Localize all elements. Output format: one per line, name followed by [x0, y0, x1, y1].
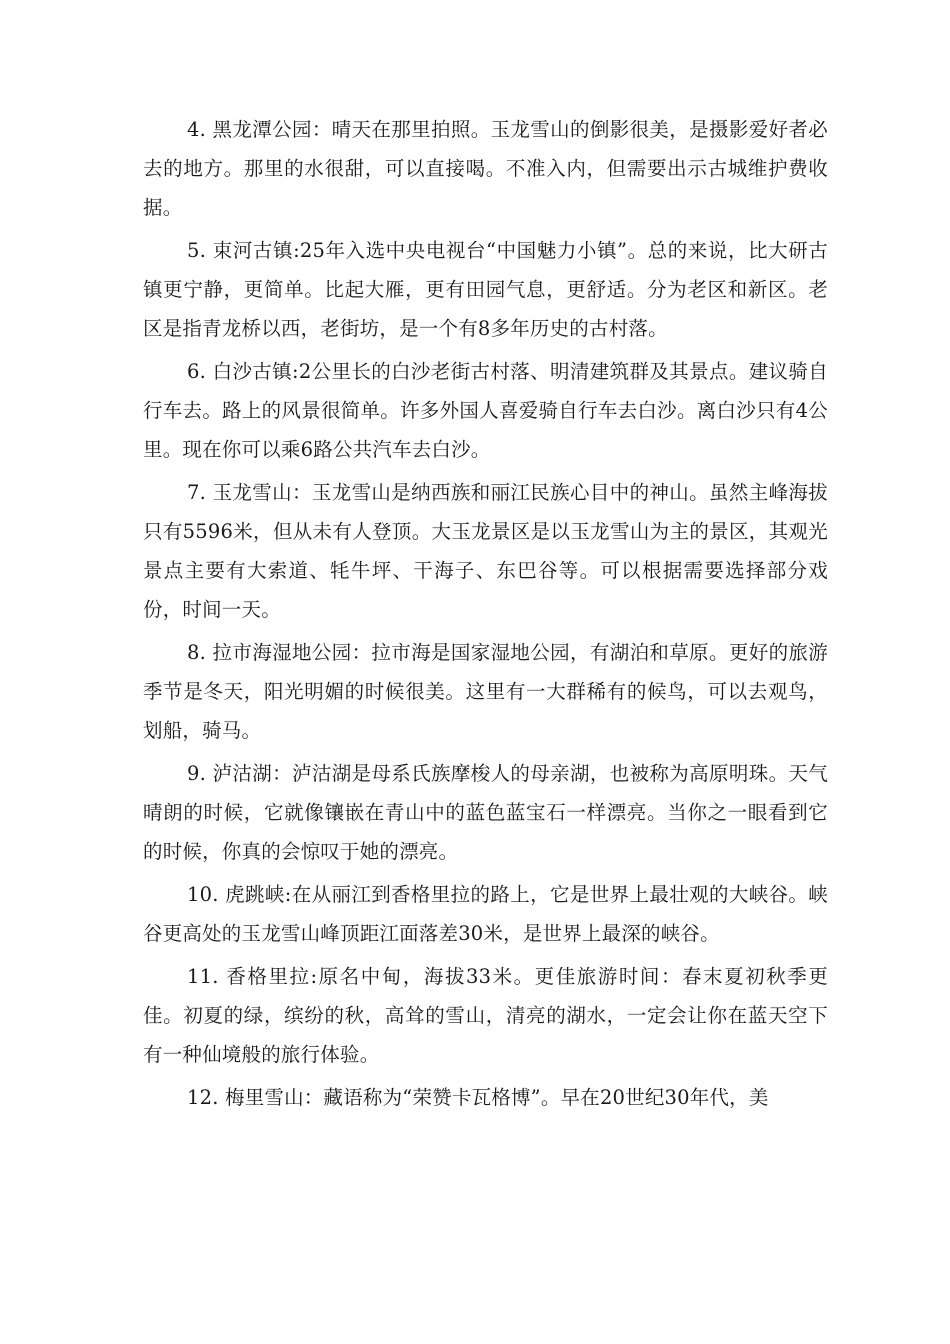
paragraph-heilongtan-park: 4. 黑龙潭公园：晴天在那里拍照。玉龙雪山的倒影很美，是摄影爱好者必去的地方。那里的水很甜，可以直接喝。不准入内，但需要出示古城维护费收据。	[143, 118, 828, 219]
paragraph-lashihai-wetland: 8. 拉市海湿地公园：拉市海是国家湿地公园，有湖泊和草原。更好的旅游季节是冬天，阳光明媚的时候很美。这里有一大群稀有的候鸟，可以去观鸟，划船，骑马。	[143, 641, 828, 742]
paragraph-lugu-lake: 9. 泸沽湖：泸沽湖是母系氏族摩梭人的母亲湖，也被称为高原明珠。天气晴朗的时候，它就像镶嵌在青山中的蓝色蓝宝石一样漂亮。当你之一眼看到它的时候，你真的会惊叹于她的漂亮。	[143, 762, 828, 863]
paragraph-tiger-leaping-gorge: 10. 虎跳峡:在从丽江到香格里拉的路上，它是世界上最壮观的大峡谷。峡谷更高处的玉龙雪山峰顶距江面落差30米，是世界上最深的峡谷。	[143, 883, 828, 945]
document-body	[143, 110, 828, 1121]
paragraph-shuhe-town: 5. 束河古镇:25年入选中央电视台“中国魅力小镇”。总的来说，比大研古镇更宁静，更简单。比起大雁，更有田园气息，更舒适。分为老区和新区。老区是指青龙桥以西，老街坊，是一个有8多年历史的古村落。	[143, 239, 828, 340]
paragraph-yulong-snow-mountain: 7. 玉龙雪山：玉龙雪山是纳西族和丽江民族心目中的神山。虽然主峰海拔只有5596米，但从未有人登顶。大玉龙景区是以玉龙雪山为主的景区，其观光景点主要有大索道、牦牛坪、干海子、东巴谷等。可以根据需要选择部分戏份，时间一天。	[143, 481, 828, 621]
paragraph-baisha-town: 6. 白沙古镇:2公里长的白沙老街古村落、明清建筑群及其景点。建议骑自行车去。路上的风景很简单。许多外国人喜爱骑自行车去白沙。离白沙只有4公里。现在你可以乘6路公共汽车去白沙。	[143, 360, 828, 461]
paragraph-meili-snow-mountain: 12. 梅里雪山：藏语称为“荣赞卡瓦格博”。早在20世纪30年代，美	[187, 1086, 769, 1109]
paragraph-shangri-la: 11. 香格里拉:原名中甸，海拔33米。更佳旅游时间：春末夏初秋季更佳。初夏的绿，缤纷的秋，高耸的雪山，清亮的湖水，一定会让你在蓝天空下有一种仙境般的旅行体验。	[143, 965, 828, 1066]
